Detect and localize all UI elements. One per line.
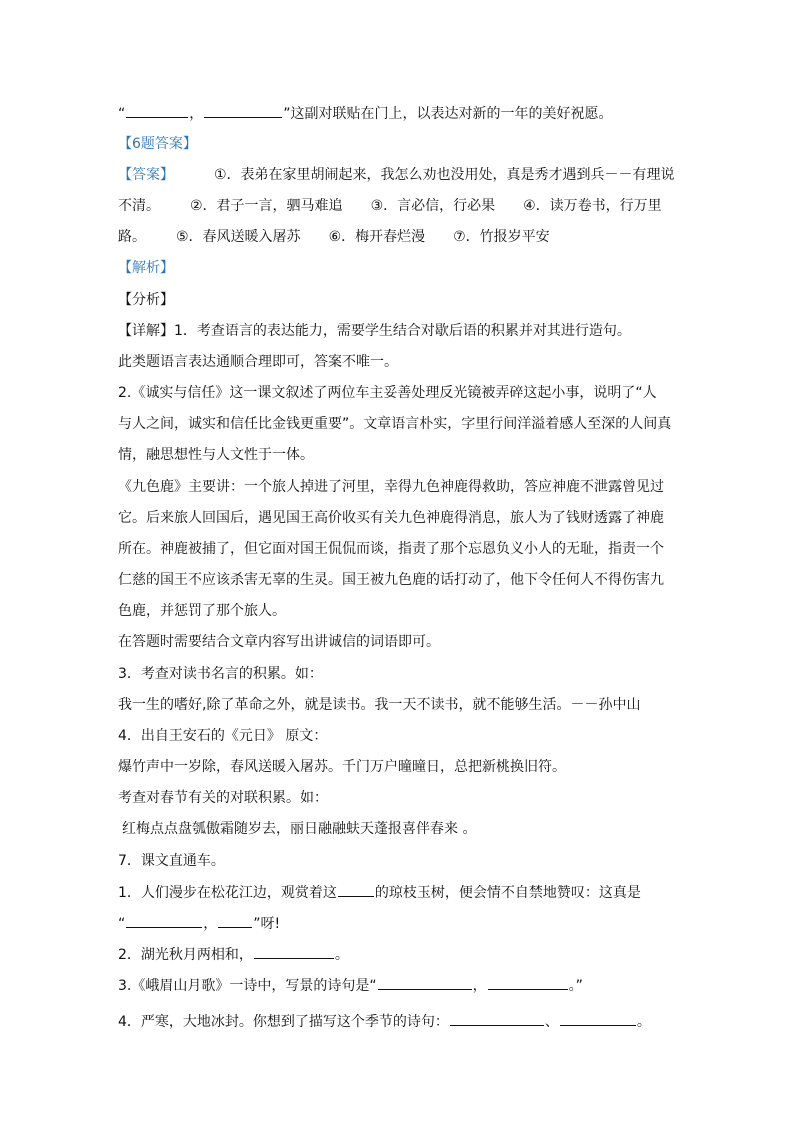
q73-end: 。” — [568, 978, 583, 994]
q73-text: 3.《峨眉山月歌》一诗中，写景的诗句是“ — [118, 978, 377, 994]
detail-line-11: 在答题时需要结合文章内容写出讲诚信的词语即可。 — [118, 634, 440, 650]
detail-line-16: 考查对春节有关的对联积累。如： — [118, 790, 328, 806]
blank-2 — [204, 103, 282, 118]
answer-line-2 — [118, 196, 662, 216]
blank-q71-1 — [338, 882, 374, 897]
detail-line-5: 情，融思想性与人文性于一体。 — [118, 447, 314, 463]
detail-line-4: 与人之间，诚实和信任比金钱更重要”。文章语言朴实，字里行间洋溢着感人至深的人间真 — [118, 416, 672, 432]
detail-line-17: 红梅点点盘瓠傲霜随岁去，丽日融融蚨天蓬报喜伴春来 。 — [122, 821, 477, 837]
answer-5: ⑤．春风送暖入屠苏 — [176, 229, 301, 245]
detail-line-8: 所在。神鹿被捕了，但它面对国王侃侃而谈，指责了那个忘恩负义小人的无耻，指责一个 — [118, 541, 664, 557]
answer-1-end: 不清。 — [118, 198, 160, 214]
detail-line-9: 仁慈的国王不应该杀害无辜的生灵。国王被九色鹿的话打动了，他下令任何人不得伤害九 — [118, 572, 664, 588]
blank-1 — [126, 103, 188, 118]
couplet-prompt-line — [118, 103, 613, 124]
analysis-heading: 【解析】 — [118, 260, 174, 276]
answer-4-end: 路。 — [118, 229, 146, 245]
open-quote: “ — [118, 106, 126, 122]
q71-text-b: 的琼枝玉树，便会情不自禁地赞叹：这真是 — [374, 885, 641, 901]
answer-1-text: ①．表弟在家里胡闹起来，我怎么劝也没用处，真是秀才遇到兵－－有理说 — [214, 167, 675, 183]
detail-line-1: 【详解】1．考查语言的表达能力，需要学生结合对歇后语的积累并对其进行造句。 — [118, 323, 631, 339]
fenxi-heading: 【分析】 — [118, 292, 174, 308]
open-quote-2: “ — [118, 916, 126, 932]
answer-line-3 — [118, 227, 550, 247]
q72-text: 2．湖光秋月两相和， — [118, 947, 253, 963]
comma-2: ， — [203, 916, 218, 932]
detail-line-15: 爆竹声中一岁除，春风送暖入屠苏。千门万户曈曈日，总把新桃换旧符。 — [118, 759, 566, 775]
couplet-prompt-text: ”这副对联贴在门上，以表达对新的一年的美好祝愿。 — [283, 106, 613, 122]
separator: 、 — [544, 1014, 559, 1030]
answer-section-heading: 【6题答案】 — [118, 136, 197, 152]
question-7-1-line-2 — [118, 913, 280, 934]
q74-text: 4．严寒，大地冰封。你想到了描写这个季节的诗句： — [118, 1014, 449, 1030]
detail-line-12: 3．考查对读书名言的积累。如： — [118, 666, 323, 682]
close-quote-2: ”呀! — [253, 916, 281, 932]
question-7-1-line-1 — [118, 882, 641, 903]
q74-end: 。 — [636, 1014, 651, 1030]
question-7-heading: 7．课文直通车。 — [118, 853, 225, 869]
comma: ， — [189, 106, 204, 122]
answer-7: ⑦．竹报岁平安 — [453, 229, 550, 245]
answer-6: ⑥．梅开春烂漫 — [328, 229, 426, 245]
blank-q71-3 — [218, 913, 252, 928]
detail-line-10: 色鹿，并惩罚了那个旅人。 — [118, 603, 286, 619]
blank-q73-1 — [378, 975, 472, 990]
blank-q71-2 — [126, 913, 202, 928]
answer-2: ②．君子一言，驷马难追 — [190, 198, 343, 214]
detail-line-2: 此类题语言表达通顺合理即可，答案不唯一。 — [118, 354, 398, 370]
question-7-2 — [118, 944, 349, 965]
question-7-3 — [118, 975, 583, 996]
blank-q72 — [254, 944, 334, 959]
answer-3: ③．言必信，行必果 — [370, 198, 496, 214]
q71-text-a: 1．人们漫步在松花江边，观赏着这 — [118, 885, 337, 901]
blank-q73-2 — [488, 975, 568, 990]
answer-line-1 — [118, 165, 675, 185]
detail-line-14: 4．出自王安石的《元日》 原文： — [118, 728, 328, 744]
question-7-4 — [118, 1011, 651, 1032]
detail-line-7: 它。后来旅人回国后，遇见国王高价收买有关九色神鹿得消息，旅人为了钱财透露了神鹿 — [118, 510, 664, 526]
detail-line-6: 《九色鹿》主要讲：一个旅人掉进了河里，幸得九色神鹿得救助，答应神鹿不泄露曾见过 — [118, 479, 664, 495]
answer-4: ④．读万卷书，行万里 — [523, 198, 662, 214]
comma-3: ， — [472, 978, 487, 994]
detail-line-13: 我一生的嗜好,除了革命之外，就是读书。我一天不读书，就不能够生活。－－孙中山 — [118, 697, 641, 713]
blank-q74-1 — [450, 1011, 544, 1026]
blank-q74-2 — [560, 1011, 636, 1026]
q72-end: 。 — [334, 947, 349, 963]
answer-tag: 【答案】 — [118, 167, 174, 183]
detail-line-3: 2.《诚实与信任》这一课文叙述了两位车主妥善处理反光镜被弄碎这起小事，说明了“人 — [118, 385, 657, 401]
